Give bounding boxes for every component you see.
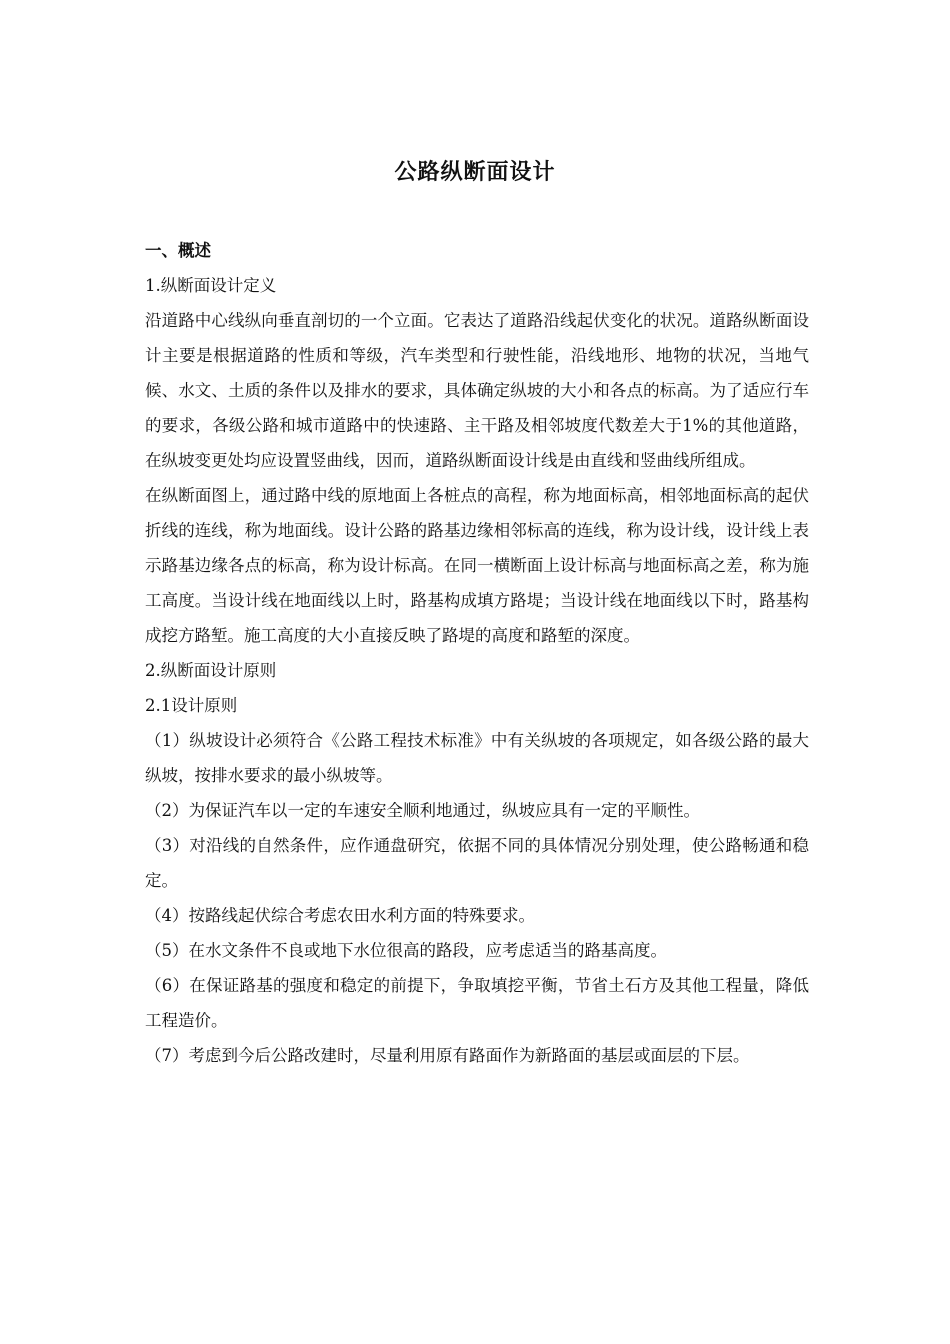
principle-item-7: （7）考虑到今后公路改建时，尽量利用原有路面作为新路面的基层或面层的下层。 [145,1046,750,1065]
subheading-principles: 2.纵断面设计原则 [145,661,277,680]
principle-item-2: （2）为保证汽车以一定的车速安全顺利地通过，纵坡应具有一定的平顺性。 [145,801,700,820]
paragraph-definition: 沿道路中心线纵向垂直剖切的一个立面。它表达了道路沿线起伏变化的状况。道路纵断面设计主要是根据道路的性质和等级，汽车类型和行驶性能，沿线地形、地物的状况，当地气候、水文、土质的条件以及排水的要求，具体确定纵坡的大小和各点的标高。为了适应行车的要求，各级公路和城市道路中的快速路、主干路及相邻坡度代数差大于1%的其他道路，在纵坡变更处均应设置竖曲线，因而，道路纵断面设计线是由直线和竖曲线所组成。 [145,311,809,470]
principle-item-5: （5）在水文条件不良或地下水位很高的路段，应考虑适当的路基高度。 [145,941,667,960]
subheading-definition: 1.纵断面设计定义 [145,276,277,295]
document-body [145,233,809,1073]
principle-item-3: （3）对沿线的自然条件，应作通盘研究，依据不同的具体情况分别处理，使公路畅通和稳定。 [145,836,809,890]
principle-item-1: （1）纵坡设计必须符合《公路工程技术标准》中有关纵坡的各项规定，如各级公路的最大纵坡，按排水要求的最小纵坡等。 [145,731,809,785]
paragraph-terms: 在纵断面图上，通过路中线的原地面上各桩点的高程，称为地面标高，相邻地面标高的起伏折线的连线，称为地面线。设计公路的路基边缘相邻标高的连线，称为设计线，设计线上表示路基边缘各点的标高，称为设计标高。在同一横断面上设计标高与地面标高之差，称为施工高度。当设计线在地面线以上时，路基构成填方路堤；当设计线在地面线以下时，路基构成挖方路堑。施工高度的大小直接反映了路堤的高度和路堑的深度。 [145,486,809,645]
principle-item-6: （6）在保证路基的强度和稳定的前提下，争取填挖平衡，节省土石方及其他工程量，降低工程造价。 [145,976,809,1030]
section-heading-overview: 一、概述 [145,241,211,260]
subheading-design-principles: 2.1设计原则 [145,696,238,715]
principle-item-4: （4）按路线起伏综合考虑农田水利方面的特殊要求。 [145,906,535,925]
document-title: 公路纵断面设计 [394,159,556,185]
